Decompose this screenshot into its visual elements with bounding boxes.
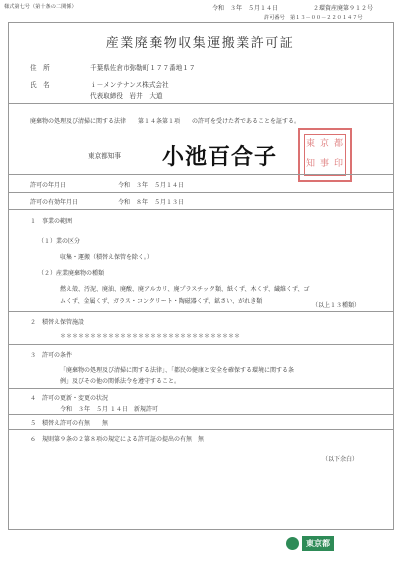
seal-char: 事 (320, 159, 330, 169)
seal-char: 東 (306, 139, 316, 149)
divider (8, 429, 394, 430)
waste-line-1: 燃え殻、汚泥、廃油、廃酸、廃アルカリ、廃プラスチック類、紙くず、木くず、繊維くず、ゴ (60, 286, 310, 293)
divider (8, 311, 394, 312)
name-label: 氏 名 (30, 81, 50, 89)
transfer-title: ５ 積替え許可の有無 無 (30, 420, 109, 427)
scope-title: １ 事業の範囲 (30, 218, 73, 225)
category-title: （１）業の区分 (38, 238, 81, 245)
seal-char: 印 (334, 159, 344, 169)
seal-char: 都 (334, 139, 344, 149)
tree-icon (286, 537, 299, 550)
seal-char: 知 (306, 159, 316, 169)
frame-right (393, 22, 394, 530)
document-title: 産業廃棄物収集運搬業許可証 (105, 36, 295, 51)
divider (8, 103, 394, 104)
issuer: 東京都知事 (88, 152, 121, 160)
divider (8, 414, 394, 415)
history-value: 令和 ３年 ５月 １４日 新規許可 (60, 406, 158, 413)
waste-line-2: ムくず、金属くず、ガラス・コンクリート・陶磁器くず、鉱さい、がれき類 (60, 298, 263, 305)
company-name: ｉ－メンテナンス株式会社 (90, 81, 169, 89)
conditions-line-1: 「廃棄物の処理及び清掃に関する法律」、「都民の健康と安全を確保する環境に関する条 (60, 367, 295, 374)
category-value: 収集・運搬（積替え保管を除く。） (60, 254, 153, 261)
rule-title: ６ 規則第９条の２第８項の規定による許可証の提出の有無 無 (30, 436, 205, 443)
divider (8, 388, 394, 389)
permit-date: 令和 ３年 ５月１４日 (118, 182, 185, 189)
frame-left (8, 22, 9, 530)
waste-title: （２）産業廃棄物の種類 (38, 270, 105, 277)
conditions-title: ３ 許可の条件 (30, 352, 73, 359)
frame-top (8, 22, 394, 23)
storage-title: ２ 積替え保管施設 (30, 319, 85, 326)
divider (8, 209, 394, 210)
divider (8, 192, 394, 193)
representative: 代表取締役 岩井 大道 (90, 92, 163, 100)
header-date: 令和 ３年 ５月１４日 (212, 5, 279, 12)
history-title: ４ 許可の更新・変更の状況 (30, 395, 109, 402)
conditions-line-2: 例」及びその他の関係法令を遵守すること。 (60, 378, 181, 385)
divider (8, 344, 394, 345)
tokyo-logo (286, 536, 334, 551)
storage-value: ＊＊＊＊＊＊＊＊＊＊＊＊＊＊＊＊＊＊＊＊＊＊＊＊＊＊＊＊＊＊ (60, 333, 241, 340)
waste-count: （以上１３種類） (312, 302, 361, 309)
seal-char: 京 (320, 139, 330, 149)
form-number: 様式第七号（第十条の二関係） (4, 4, 77, 10)
expiry-date: 令和 ８年 ５月１３日 (118, 199, 185, 206)
address-label: 住 所 (30, 64, 50, 72)
permit-date-label: 許可の年月日 (30, 182, 67, 189)
address-value: 千葉県佐倉市弥勒町１７７番地１７ (90, 64, 196, 72)
expiry-label: 許可の有効年月日 (30, 199, 79, 206)
governor-signature: 小池百合子 (162, 144, 278, 170)
logo-text: 東京都 (302, 536, 334, 551)
divider (8, 174, 394, 175)
permit-number: 許可番号 第１３－００－２２０１４７号 (264, 15, 363, 21)
document-number: ２環資産廃第９１２号 (313, 5, 374, 12)
certification-text: 廃棄物の処理及び清掃に関する法律 第１４条第１項 の許可を受けた者であることを証する。 (30, 118, 301, 125)
frame-bottom (8, 529, 394, 530)
blank-note: （以下余白） (322, 456, 359, 463)
